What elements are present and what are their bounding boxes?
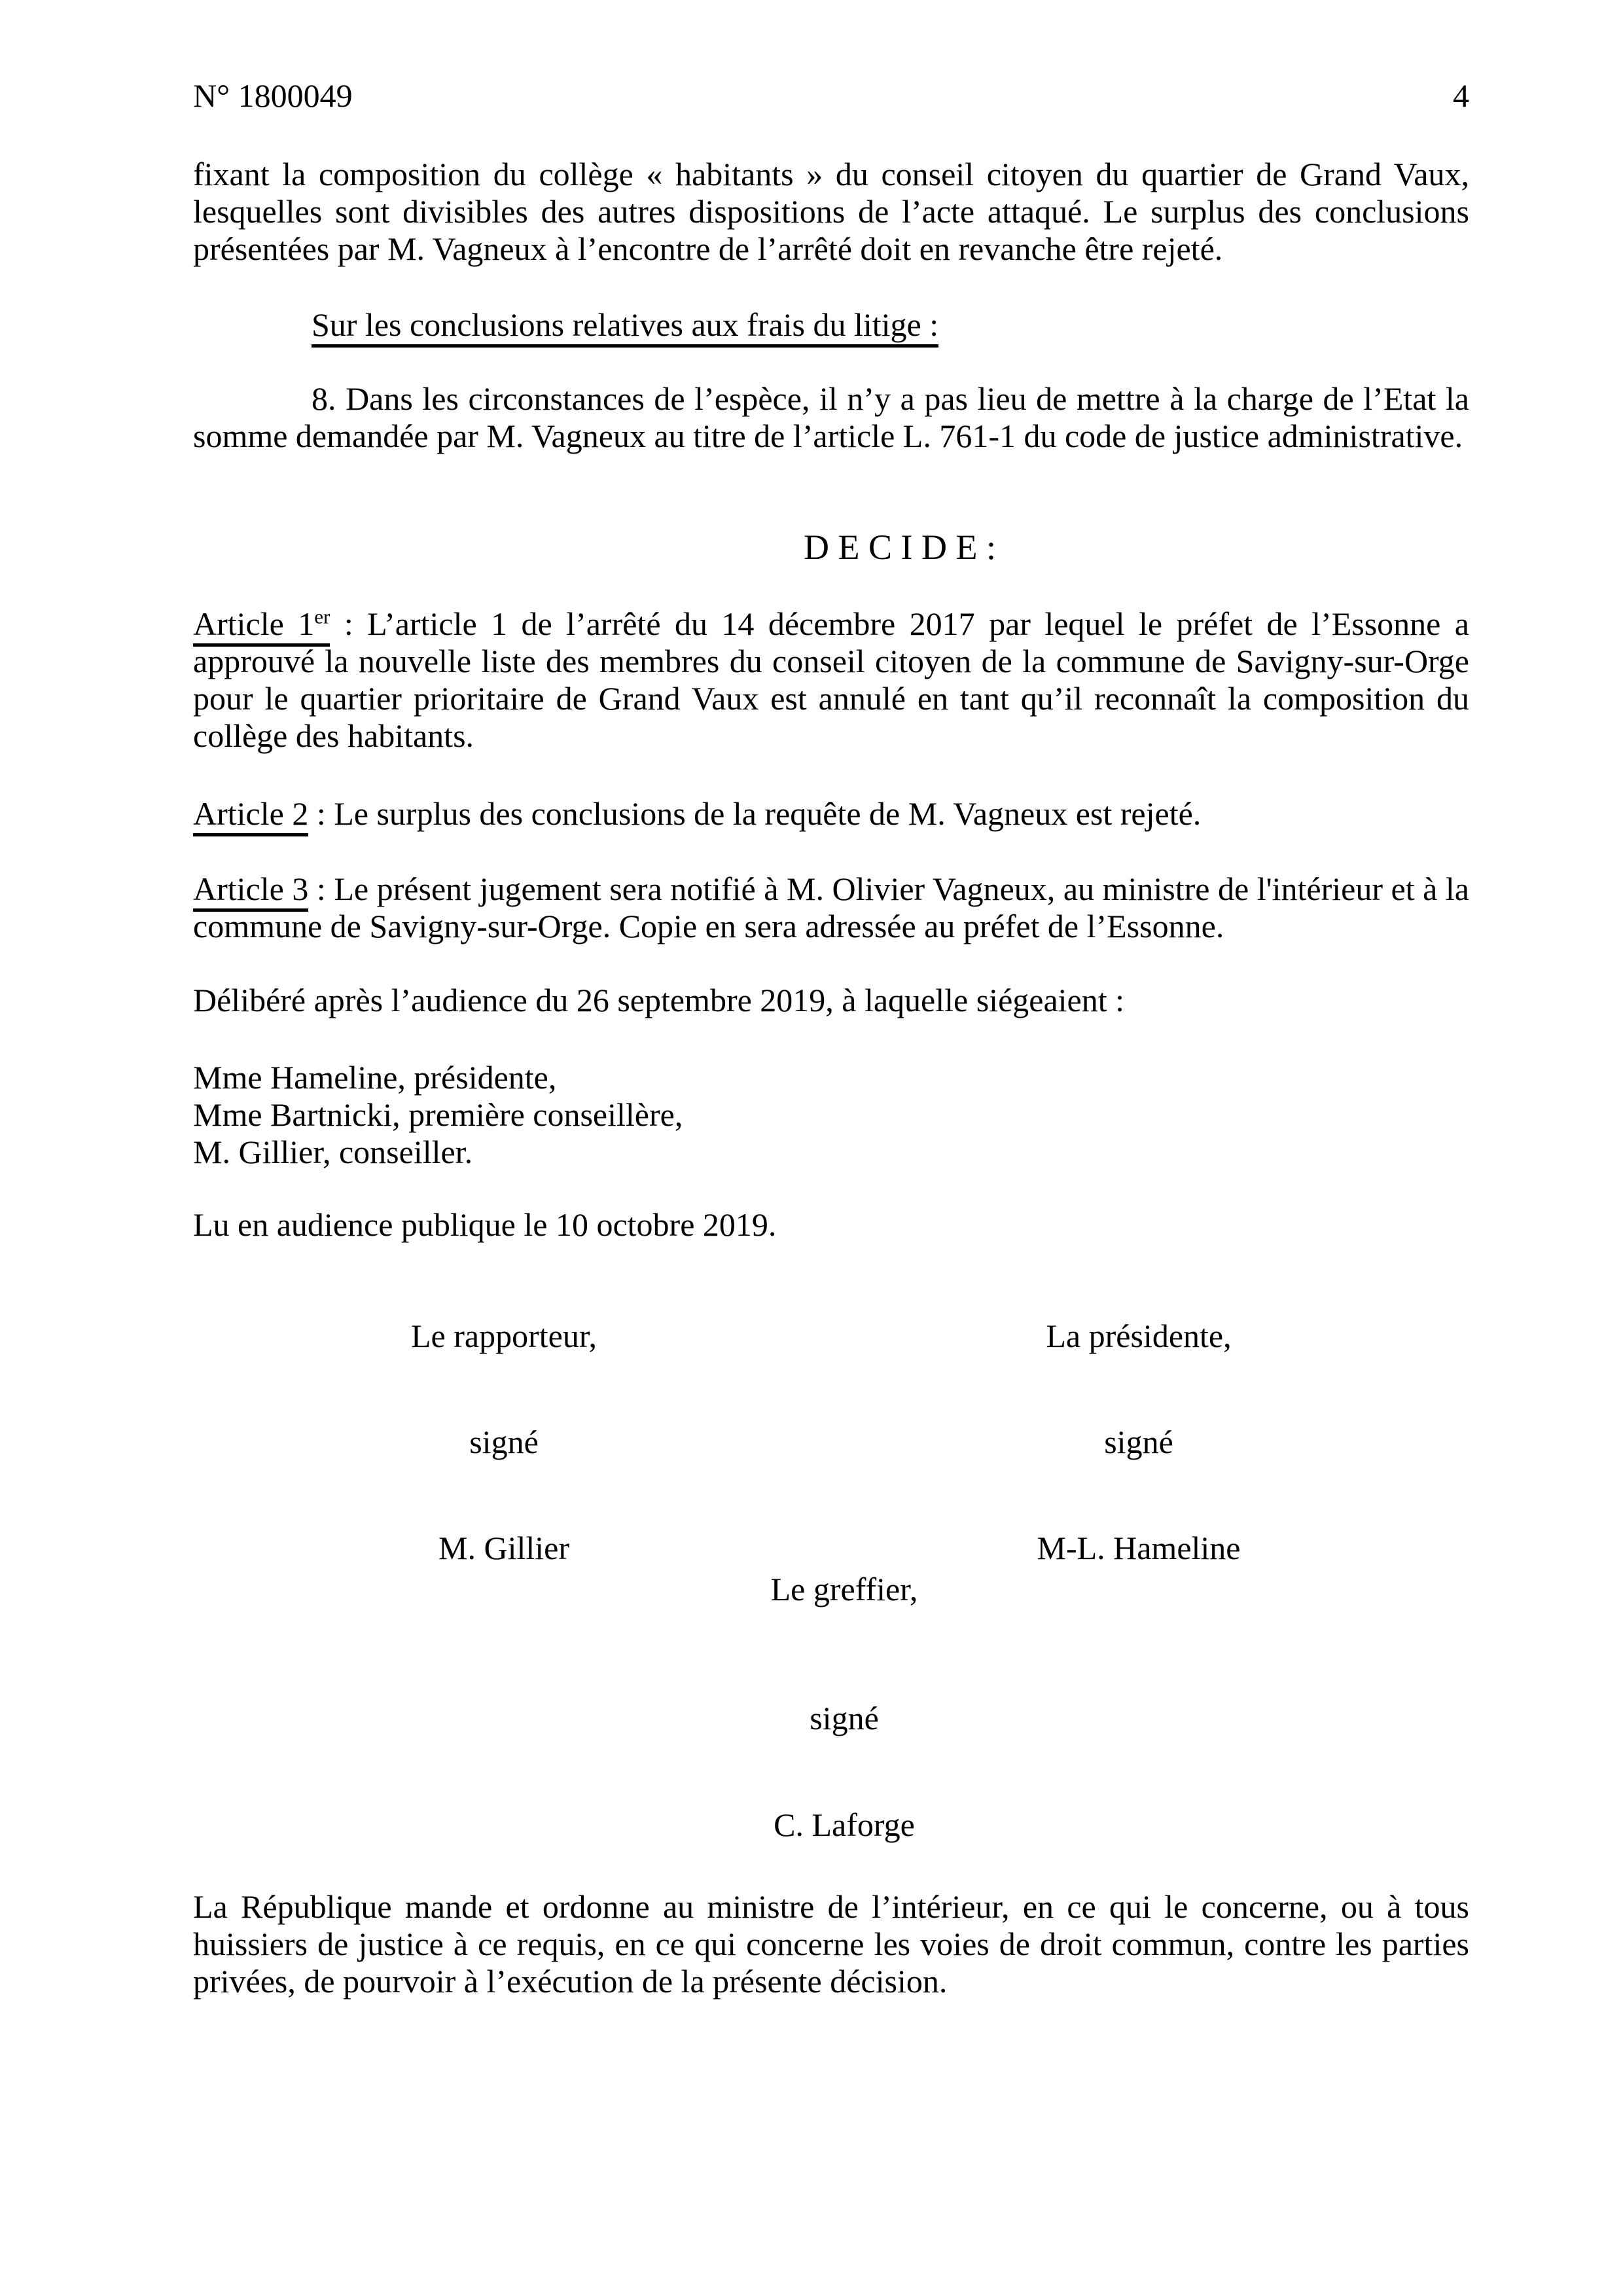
reading-line: Lu en audience publique le 10 octobre 2019. (193, 1206, 777, 1243)
article-3-paragraph (193, 870, 1469, 945)
section-heading-frais (193, 306, 1588, 344)
paragraph-republique: La République mande et ordonne au ministre de l’intérieur, en ce qui le concerne, ou à tous huissiers de justice à ce requis, en ce qui concerne les voies de droit commun, contre les parties privées, de pourvoir à l’exécution de la présente décision. (193, 1888, 1469, 2000)
rapporteur-title: Le rapporteur, (411, 1318, 597, 1354)
page-number: 4 (1453, 77, 1469, 114)
article-1-superscript: er (314, 605, 330, 628)
judge-line: Mme Hameline, présidente, (193, 1059, 557, 1096)
greffier-name: C. Laforge (774, 1806, 915, 1843)
article-1-label: Article 1er (193, 605, 330, 647)
paragraph-continuation: fixant la composition du collège « habitants » du conseil citoyen du quartier de Grand Vaux, lesquelles sont divisibles des autres dispositions de l’acte attaqué. Le surplus des conclusions présentées par M. Vagneux à l’encontre de l’arrêté doit en revanche être rejeté. (193, 156, 1469, 267)
judge-line: M. Gillier, conseiller. (193, 1134, 473, 1170)
presidente-signed: signé (1104, 1424, 1173, 1460)
judge-line: Mme Bartnicki, première conseillère, (193, 1096, 683, 1133)
paragraph-point8: 8. Dans les circonstances de l’espèce, il n’y a pas lieu de mettre à la charge de l’Etat la somme demandée par M. Vagneux au titre de l’article L. 761-1 du code de justice administrative. (193, 380, 1469, 454)
case-number: N° 1800049 (193, 77, 353, 114)
article-1-text: : L’article 1 de l’arrêté du 14 décembre 2017 par lequel le préfet de l’Essonne a approuvé la nouvelle liste des membres du conseil citoyen de la commune de Savigny-sur-Orge pour le quartier prioritaire de Grand Vaux est annulé en tant qu’il reconnaît la composition du collège des habitants. (193, 605, 1469, 754)
article-2-paragraph (193, 795, 1469, 833)
rapporteur-name: M. Gillier (438, 1530, 569, 1566)
article-2-text: : Le surplus des conclusions de la requête de M. Vagneux est rejeté. (308, 795, 1202, 832)
presidente-title: La présidente, (1046, 1318, 1232, 1354)
decide-heading: D E C I D E : (804, 528, 996, 567)
section-heading-frais-text: Sur les conclusions relatives aux frais du litige : (312, 306, 938, 348)
greffier-title: Le greffier, (770, 1571, 918, 1607)
article-1-paragraph (193, 605, 1469, 755)
article-2-label: Article 2 (193, 795, 308, 836)
page-header (193, 77, 1469, 115)
article-3-label: Article 3 (193, 870, 308, 912)
greffier-signed: signé (810, 1700, 879, 1736)
rapporteur-signed: signé (469, 1424, 539, 1460)
article-3-text: : Le présent jugement sera notifié à M. Olivier Vagneux, au ministre de l'intérieur et à la commune de Savigny-sur-Orge. Copie en sera adressée au préfet de l’Essonne. (193, 870, 1469, 944)
presidente-name: M-L. Hameline (1037, 1530, 1241, 1566)
deliberation-line: Délibéré après l’audience du 26 septembre 2019, à laquelle siégeaient : (193, 982, 1125, 1018)
judges-list (193, 1059, 1469, 1171)
